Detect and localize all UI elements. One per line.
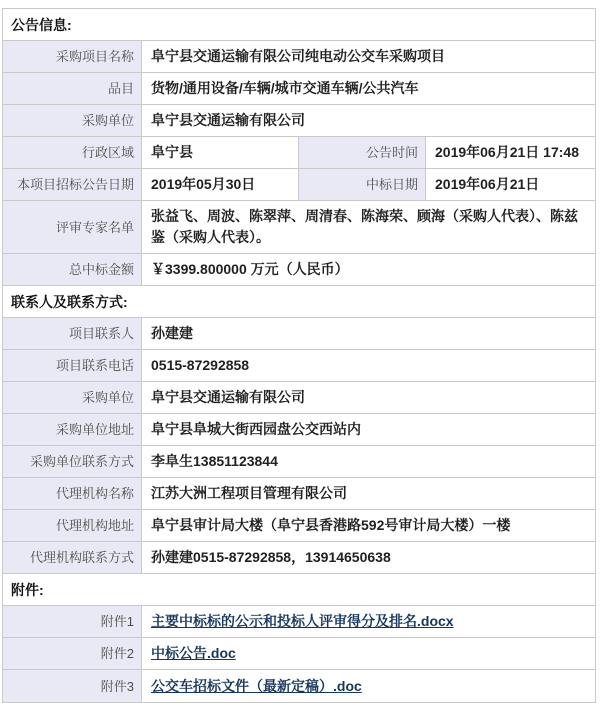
row-value: ￥3399.800000 万元（人民币） (151, 261, 349, 277)
attachment-link-3[interactable]: 公交车招标文件（最新定稿）.doc (151, 677, 362, 694)
row-project-phone (3, 350, 595, 382)
procurement-announcement-table (2, 8, 596, 703)
row-expert-list (3, 201, 595, 254)
row-value: 孙建建 (151, 325, 193, 341)
row-total-award-amount (3, 254, 595, 286)
row-agency-contact-info (3, 542, 595, 574)
row-value: 阜宁县交通运输有限公司纯电动公交车采购项目 (151, 48, 445, 64)
row-value: 李阜生13851123844 (151, 453, 278, 469)
row-label: 附件2 (3, 638, 142, 669)
attachment-cell (142, 606, 595, 637)
section-header-attachments (3, 574, 595, 606)
row-purchaser (3, 105, 595, 137)
row-label: 中标日期 (299, 169, 426, 200)
row-agency-address (3, 510, 595, 542)
section-title-attachments: 附件: (11, 581, 44, 598)
row-value: 江苏大洲工程项目管理有限公司 (151, 485, 347, 501)
row-label: 采购单位联系方式 (3, 446, 142, 477)
row-attachment-3 (3, 670, 595, 702)
row-value: 阜宁县阜城大街西园盘公交西站内 (151, 421, 361, 437)
section-title-contact: 联系人及联系方式: (11, 293, 128, 310)
row-label: 公告时间 (299, 137, 426, 168)
row-label: 采购单位 (3, 382, 142, 413)
row-value: 阜宁县交通运输有限公司 (151, 389, 305, 405)
attachment-cell (142, 638, 595, 669)
row-region-and-publish-time (3, 137, 595, 169)
row-label: 代理机构联系方式 (3, 542, 142, 573)
row-project-contact (3, 318, 595, 350)
row-label: 项目联系人 (3, 318, 142, 349)
row-value: 阜宁县审计局大楼（阜宁县香港路592号审计局大楼）一楼 (151, 517, 511, 533)
row-label: 附件1 (3, 606, 142, 637)
row-label: 评审专家名单 (3, 201, 142, 253)
section-title-announcement: 公告信息: (11, 16, 72, 33)
row-label: 行政区域 (3, 137, 142, 168)
row-purchaser-address (3, 414, 595, 446)
row-label: 采购单位 (3, 105, 142, 136)
section-header-contact (3, 286, 595, 318)
row-value: 2019年06月21日 17:48 (435, 144, 579, 160)
row-label: 代理机构名称 (3, 478, 142, 509)
attachment-link-1[interactable]: 主要中标标的公示和投标人评审得分及排名.docx (151, 613, 454, 629)
attachment-link-2[interactable]: 中标公告.doc (151, 645, 236, 661)
row-value: 0515-87292858 (151, 357, 250, 373)
row-label: 项目联系电话 (3, 350, 142, 381)
row-value: 张益飞、周波、陈翠萍、周清春、陈海荣、顾海（采购人代表）、陈兹鉴（采购人代表）。 (151, 208, 578, 245)
row-purchaser-contact-info (3, 446, 595, 478)
row-label: 采购项目名称 (3, 41, 142, 72)
row-label: 采购单位地址 (3, 414, 142, 445)
row-attachment-1 (3, 606, 595, 638)
row-label: 代理机构地址 (3, 510, 142, 541)
row-value: 2019年05月30日 (142, 169, 299, 200)
attachment-cell (142, 670, 595, 702)
section-header-announcement (3, 9, 595, 41)
row-label: 品目 (3, 73, 142, 104)
row-value: 阜宁县 (142, 137, 299, 168)
row-project-name (3, 41, 595, 73)
row-purchaser-name (3, 382, 595, 414)
row-value: 孙建建0515-87292858，13914650638 (151, 549, 391, 565)
row-agency-name (3, 478, 595, 510)
row-category (3, 73, 595, 105)
row-value: 阜宁县交通运输有限公司 (151, 112, 305, 128)
row-value: 货物/通用设备/车辆/城市交通车辆/公共汽车 (151, 80, 419, 96)
row-tender-date-and-award-date (3, 169, 595, 201)
row-value: 2019年06月21日 (435, 176, 540, 192)
row-attachment-2 (3, 638, 595, 670)
row-label: 附件3 (3, 670, 142, 702)
row-label: 本项目招标公告日期 (3, 169, 142, 200)
row-label: 总中标金额 (3, 254, 142, 285)
